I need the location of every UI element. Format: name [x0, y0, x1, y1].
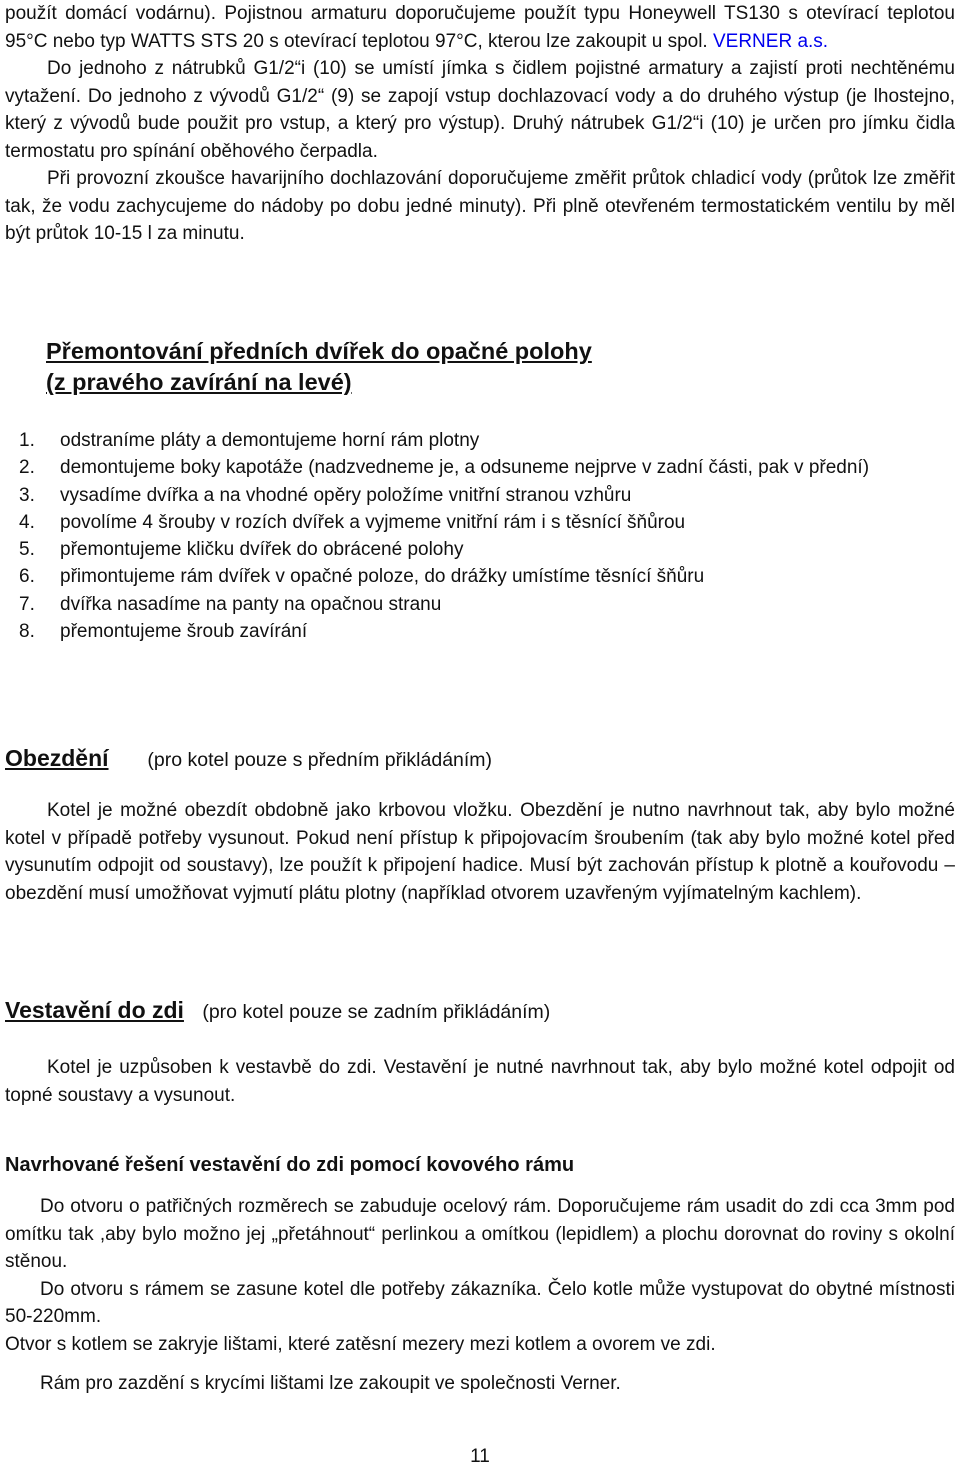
obezdeni-paragraph: Kotel je možné obezdít obdobně jako krbovou vložku. Obezdění je nutno navrhnout tak, aby bylo možné kotel v případě potřeby vysunout. Pokud není přístup k připojovacím šroubením (tak aby bylo možné kotel před vysunutím odpojit od soustavy), lze použít k připojení hadice. Musí být zachován přístup k plotně a kouřovodu – obezdění musí umožňovat vyjmutí plátu plotny (například otvorem uzavřeným vyjímatelným kachlem).: [5, 800, 955, 904]
obezdeni-text-block: [5, 797, 955, 907]
step-number: 1.: [19, 430, 35, 451]
step-number: 7.: [19, 593, 35, 615]
vestaveni-heading: [5, 995, 550, 1027]
step-text: dvířka nasadíme na panty na opačnou stranu: [60, 593, 442, 615]
step-number: 8.: [19, 621, 35, 643]
page-number: 11: [470, 1446, 490, 1467]
step-text: odstraníme pláty a demontujeme horní rám plotny: [60, 430, 480, 451]
list-item: [5, 618, 935, 645]
list-item: [5, 563, 935, 590]
frame-paragraph-1: Do otvoru o patřičných rozměrech se zabuduje ocelový rám. Doporučujeme rám usadit do zdi cca 3mm pod omítku tak ,aby bylo možno jej „přetáhnout“ perlinkou a omítkou (lepidlem) a plochu dorovnat do roviny s okolní stěnou.: [5, 1196, 955, 1272]
obezdeni-heading: [5, 743, 492, 775]
list-item: [5, 509, 935, 536]
door-heading-line1: Přemontování předních dvířek do opačné polohy: [46, 338, 592, 364]
frame-text-block: [5, 1193, 955, 1398]
obezdeni-subtitle: (pro kotel pouze s předním přikládáním): [147, 749, 493, 771]
list-item: [5, 454, 935, 481]
step-text: vysadíme dvířka a na vhodné opěry položíme vnitřní stranou vzhůru: [60, 484, 632, 506]
verner-link[interactable]: VERNER a.s.: [712, 30, 829, 52]
step-text: přimontujeme rám dvířek v opačné poloze, do drážky umístíme těsnící šňůru: [60, 566, 705, 588]
flow-test-paragraph: Při provozní zkoušce havarijního dochlazování doporučujeme změřit průtok chladicí vody (průtok lze změřit tak, že vodu zachycujeme do nádoby po dobu jedné minuty). Při plně otevřeném termostatickém ventilu by měl být průtok 10-15 l za minutu.: [5, 168, 955, 244]
list-item: [5, 482, 935, 509]
door-steps-list: [5, 427, 935, 645]
frame-paragraph-4: Rám pro zazdění s krycími lištami lze zakoupit ve společnosti Verner.: [40, 1373, 621, 1394]
step-number: 2.: [19, 457, 35, 479]
frame-paragraph-3: Otvor s kotlem se zakryje lištami, které zatěsní mezery mezi kotlem a ovorem ve zdi.: [5, 1333, 716, 1355]
step-text: přemontujeme kličku dvířek do obrácené polohy: [60, 539, 464, 561]
fittings-paragraph: Do jednoho z nátrubků G1/2“i (10) se umístí jímka s čidlem pojistné armatury a zajistí proti nechtěnému vytažení. Do jednoho z vývodů G1/2“ (9) se zapojí vstup dochlazovací vody a do druhého výstup (je lhostejno, který z vývodů bude použit pro vstup, a který pro výstup). Druhý nátrubek G1/2“i (10) je určen pro jímku čidla termostatu pro spínání oběhového čerpadla.: [5, 58, 955, 162]
frame-paragraph-2: Do otvoru s rámem se zasune kotel dle potřeby zákazníka. Čelo kotle může vystupovat do obytné místnosti 50-220mm.: [5, 1278, 955, 1327]
intro-text-block: [5, 0, 955, 248]
step-number: 3.: [19, 484, 35, 506]
step-text: povolíme 4 šrouby v rozích dvířek a vyjmeme vnitřní rám i s těsnící šňůrou: [60, 511, 686, 533]
step-text: přemontujeme šroub zavírání: [60, 621, 308, 643]
vestaveni-paragraph: Kotel je uzpůsoben k vestavbě do zdi. Vestavění je nutné navrhnout tak, aby bylo možné kotel odpojit od topné soustavy a vysunout.: [5, 1057, 955, 1106]
intro-paragraph: [5, 0, 955, 55]
door-section-heading: [46, 336, 592, 398]
door-heading-line2: (z pravého zavírání na levé): [46, 369, 352, 395]
step-number: 5.: [19, 539, 35, 561]
vestaveni-title: Vestavění do zdi: [5, 997, 184, 1023]
list-item: [5, 427, 935, 454]
step-number: 4.: [19, 511, 35, 533]
intro-text: použít domácí vodárnu). Pojistnou armaturu doporučujeme použít typu Honeywell TS130 s otevírací teplotou 95°C nebo typ WATTS STS 20 s otevírací teplotou 97°C, kterou lze zakoupit u spol.: [5, 3, 955, 52]
list-item: [5, 536, 935, 563]
obezdeni-title: Obezdění: [5, 745, 109, 771]
vestaveni-text-block: [5, 1054, 955, 1109]
step-number: 6.: [19, 566, 35, 588]
step-text: demontujeme boky kapotáže (nadzvedneme je, a odsuneme nejprve v zadní části, pak v přední): [60, 457, 870, 479]
frame-solution-heading: Navrhované řešení vestavění do zdi pomocí kovového rámu: [5, 1154, 575, 1176]
list-item: [5, 591, 935, 618]
vestaveni-subtitle: (pro kotel pouze se zadním přikládáním): [202, 1001, 551, 1023]
